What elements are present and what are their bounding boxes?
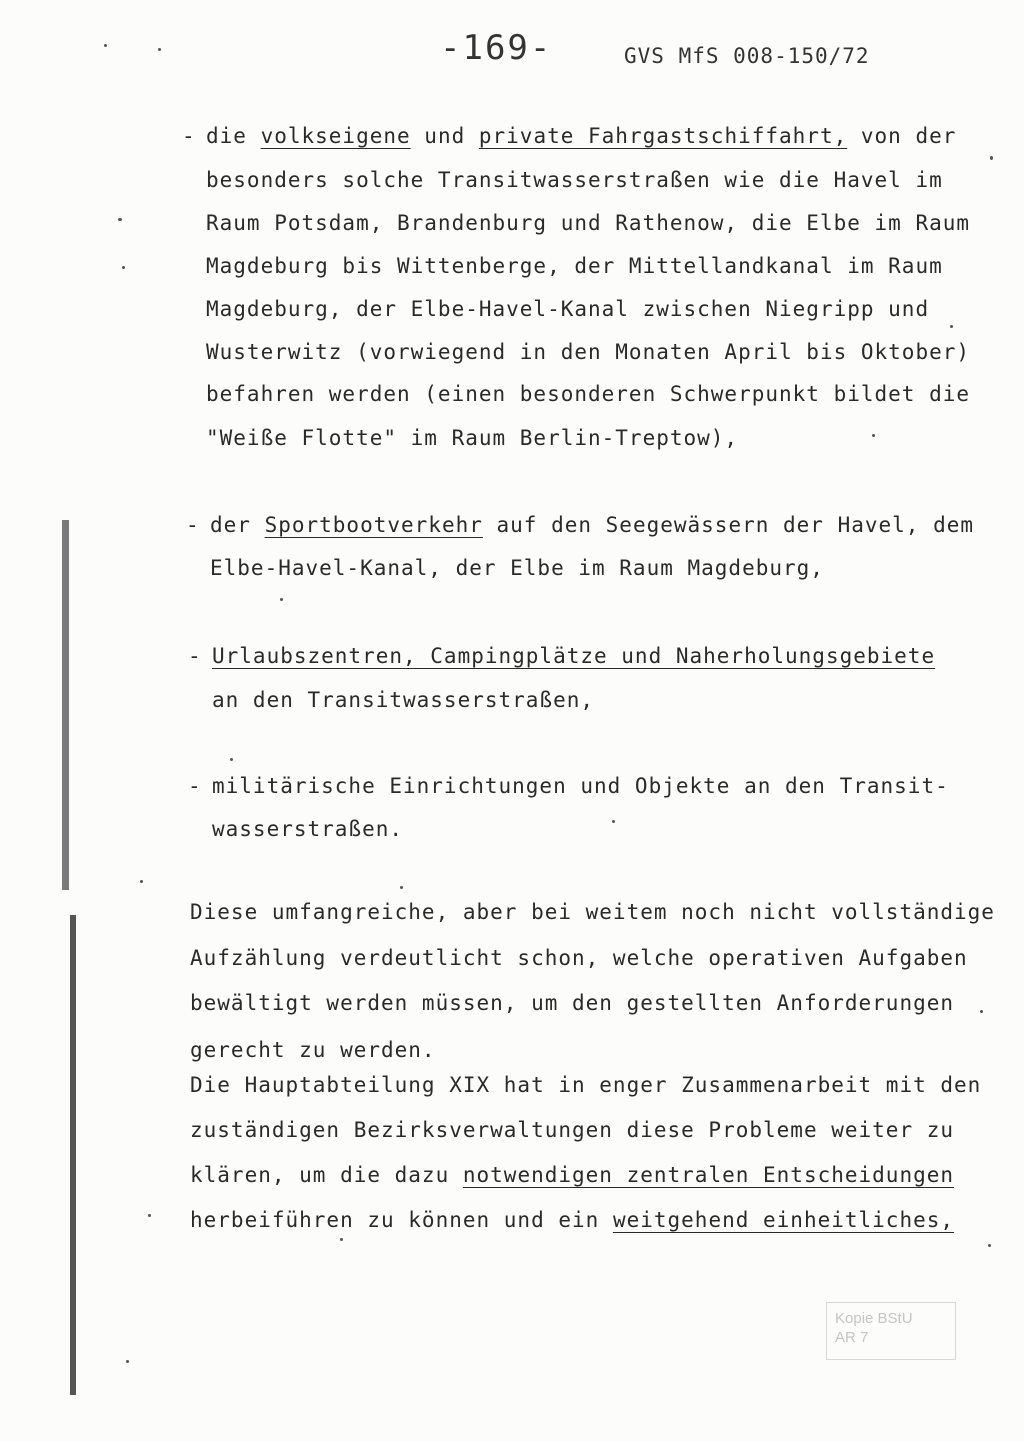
- scan-speck: [148, 1214, 151, 1217]
- underlined-text: Urlaubszentren, Campingplätze und Naherholungsgebiete: [212, 644, 936, 668]
- paragraph-2-line-3: [190, 1163, 954, 1187]
- bullet-1-line-6: Wusterwitz (vorwiegend in den Monaten April bis Oktober): [206, 340, 971, 364]
- bullet-1-line-1: [206, 124, 956, 148]
- stamp-line: Kopie BStU: [835, 1310, 913, 1327]
- scan-speck: [140, 880, 143, 883]
- scan-speck: [280, 598, 283, 601]
- paragraph-2-line-1: Die Hauptabteilung XIX hat in enger Zusammenarbeit mit den: [190, 1073, 982, 1097]
- scan-speck: [122, 266, 125, 269]
- bullet-1-line-5: Magdeburg, der Elbe-Havel-Kanal zwischen Niegripp und: [206, 297, 930, 321]
- paragraph-1-line-4: gerecht zu werden.: [190, 1038, 436, 1062]
- bullet-1-line-4: Magdeburg bis Wittenberge, der Mittellandkanal im Raum: [206, 254, 943, 278]
- scan-speck: [118, 218, 122, 221]
- paragraph-1-line-2: Aufzählung verdeutlicht schon, welche operativen Aufgaben: [190, 946, 968, 970]
- scan-speck: [950, 325, 953, 328]
- text: von der: [847, 124, 957, 148]
- bullet-dash: -: [188, 644, 201, 668]
- bullet-1-line-2: besonders solche Transitwasserstraßen wie die Havel im: [206, 168, 943, 192]
- scan-margin-shadow: [70, 915, 76, 1395]
- bullet-3-line-1: [212, 644, 935, 668]
- underlined-text: weitgehend einheitliches,: [612, 1208, 955, 1232]
- paragraph-1-line-1: Diese umfangreiche, aber bei weitem noch nicht vollständige: [190, 900, 995, 924]
- bullet-2-line-2: Elbe-Havel-Kanal, der Elbe im Raum Magdeburg,: [210, 556, 824, 580]
- text: herbeiführen zu können und ein: [190, 1208, 613, 1232]
- scan-speck: [400, 886, 403, 889]
- bullet-4-line-2: wasserstraßen.: [212, 817, 404, 841]
- scan-speck: [230, 758, 233, 761]
- text: und: [410, 124, 479, 148]
- paragraph-2-line-4: [190, 1208, 954, 1232]
- archive-stamp: [826, 1302, 956, 1360]
- text: auf den Seegewässern der Havel, dem: [482, 513, 975, 537]
- page-number: -169-: [440, 28, 553, 68]
- underlined-text: notwendigen zentralen Entscheidungen: [462, 1163, 955, 1187]
- underlined-text: volkseigene: [260, 124, 411, 148]
- stamp-line: AR 7: [835, 1329, 869, 1346]
- bullet-3-line-2: an den Transitwasserstraßen,: [212, 688, 595, 712]
- text: der: [210, 513, 265, 537]
- scan-speck: [340, 1238, 343, 1241]
- bullet-1-line-3: Raum Potsdam, Brandenburg und Rathenow, die Elbe im Raum: [206, 211, 971, 235]
- bullet-1-line-8: "Weiße Flotte" im Raum Berlin-Treptow),: [206, 426, 739, 450]
- document-reference: GVS MfS 008-150/72: [624, 44, 870, 68]
- scan-speck: [988, 1244, 991, 1247]
- scan-speck: [126, 1360, 129, 1363]
- scan-speck: [980, 1010, 983, 1013]
- scan-margin-shadow: [62, 520, 69, 890]
- text: klären, um die dazu: [190, 1163, 463, 1187]
- scan-speck: [158, 48, 161, 51]
- scan-speck: [990, 156, 993, 160]
- scan-speck: [872, 434, 875, 437]
- underlined-text: Sportbootverkehr: [264, 513, 483, 537]
- bullet-1-line-7: befahren werden (einen besonderen Schwerpunkt bildet die: [206, 382, 971, 406]
- bullet-4-line-1: militärische Einrichtungen und Objekte an den Transit-: [212, 774, 949, 798]
- bullet-dash: -: [182, 124, 195, 148]
- underlined-text: private Fahrgastschiffahrt,: [478, 124, 848, 148]
- bullet-dash: -: [188, 774, 201, 798]
- paragraph-1-line-3: bewältigt werden müssen, um den gestellten Anforderungen: [190, 991, 955, 1015]
- bullet-dash: -: [186, 513, 199, 537]
- paragraph-2-line-2: zuständigen Bezirksverwaltungen diese Probleme weiter zu: [190, 1118, 955, 1142]
- bullet-2-line-1: [210, 513, 974, 537]
- scan-speck: [612, 820, 615, 823]
- text: die: [206, 124, 261, 148]
- scan-speck: [104, 44, 107, 47]
